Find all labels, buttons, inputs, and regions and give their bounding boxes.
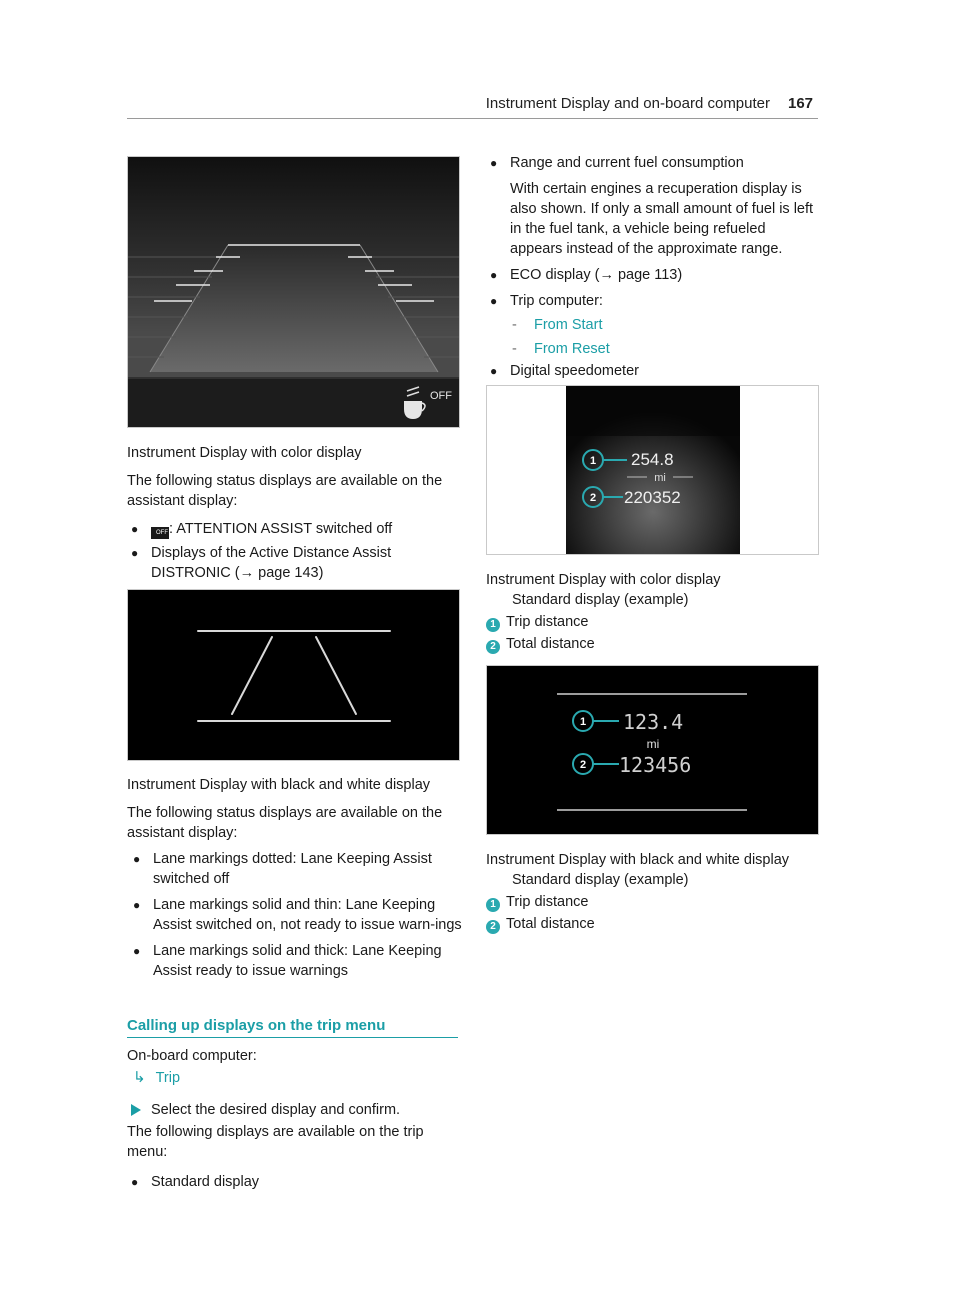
figure-caption: Instrument Display with black and white display <box>127 777 431 793</box>
bullet-icon: ● <box>133 944 141 958</box>
running-header-title: Instrument Display and on-board computer <box>485 95 770 112</box>
unit-label: mi <box>646 737 660 751</box>
list-item <box>127 849 462 889</box>
attention-assist-off-icon: OFF <box>151 527 169 539</box>
list-item <box>127 941 462 981</box>
paragraph: The following status displays are available on the assistant display: <box>127 805 443 841</box>
list-item-text: Digital speedometer <box>510 363 639 379</box>
list-item <box>127 519 462 539</box>
list-item-text: : ATTENTION ASSIST switched off <box>169 521 393 537</box>
bullet-icon: ● <box>133 898 141 912</box>
legend-text: Trip distance <box>506 894 589 910</box>
list-item <box>486 361 818 381</box>
sub-list-item-text: From Start <box>534 317 603 333</box>
legend-item <box>486 634 821 654</box>
callout-badge: 1 <box>486 618 500 632</box>
callout-badge: 2 <box>486 640 500 654</box>
list-item-text: Trip computer: <box>510 293 603 309</box>
paragraph: The following displays are available on the trip menu: <box>127 1124 424 1160</box>
total-distance-value: 220352 <box>624 488 681 507</box>
bullet-icon: ● <box>133 852 141 866</box>
bullet-icon: ● <box>131 546 139 560</box>
trip-distance-value: 254.8 <box>631 450 674 469</box>
section-heading: Calling up displays on the trip menu <box>127 1017 386 1034</box>
bullet-icon: ● <box>131 522 139 536</box>
list-item-text: Lane markings solid and thin: Lane Keeping Assist switched on, not ready to issue warn-ings <box>153 897 462 933</box>
trip-distance-value: 123.4 <box>623 710 684 734</box>
sub-list-item-text: From Reset <box>534 341 610 357</box>
list-item <box>127 543 462 583</box>
dash-marker: - <box>512 341 517 357</box>
page-number: 167 <box>788 95 814 112</box>
list-item <box>127 1172 462 1192</box>
list-item-text: ECO display (→ page 113) <box>510 267 683 283</box>
list-item <box>486 265 818 285</box>
legend-item <box>486 914 821 934</box>
sub-list-item <box>486 315 818 335</box>
figure-distronic-color <box>127 156 460 428</box>
total-distance-value: 123456 <box>619 753 692 777</box>
play-arrow-icon <box>131 1104 141 1116</box>
callout-number: 2 <box>579 759 587 771</box>
legend-text: Total distance <box>506 636 595 652</box>
left-column-block-3 <box>127 1046 462 1192</box>
instruction-step <box>127 1100 462 1120</box>
figure-subcaption: Standard display (example) <box>512 592 689 608</box>
bullet-icon: ● <box>490 364 498 378</box>
menu-path-trip: Trip <box>155 1070 181 1086</box>
header-divider <box>127 118 818 119</box>
list-item-text: Range and current fuel consumption <box>510 155 744 171</box>
callout-number: 1 <box>589 455 597 467</box>
menu-arrow-icon: ↳ <box>133 1069 146 1086</box>
callout-number: 2 <box>589 492 597 504</box>
bullet-icon: ● <box>131 1175 139 1189</box>
legend-item <box>486 892 821 912</box>
instruction-text: Select the desired display and confirm. <box>151 1102 401 1118</box>
list-item-text: Standard display <box>151 1174 260 1190</box>
section-divider <box>127 1037 458 1038</box>
sub-list-item <box>486 339 818 359</box>
bullet-icon: ● <box>490 268 498 282</box>
figure-trip-color <box>486 385 819 555</box>
list-item <box>486 291 818 311</box>
figure-subcaption: Standard display (example) <box>512 872 689 888</box>
list-item-text: Displays of the Active Distance Assist DISTRONIC (→ page 143) <box>151 545 392 581</box>
callout-number: 1 <box>579 716 587 728</box>
left-column-block-2 <box>127 775 462 981</box>
legend-text: Trip distance <box>506 614 589 630</box>
figure-lane-bw <box>127 589 460 761</box>
right-column-list <box>486 153 818 381</box>
unit-label: mi <box>654 472 666 484</box>
list-item <box>486 153 818 173</box>
bullet-icon: ● <box>490 156 498 170</box>
caption-block-color <box>486 570 821 654</box>
legend-item <box>486 612 821 632</box>
callout-badge: 1 <box>486 898 500 912</box>
caption-block-bw <box>486 850 821 934</box>
left-column-block-1 <box>127 443 462 583</box>
off-label: OFF <box>430 390 452 402</box>
legend-text: Total distance <box>506 916 595 932</box>
paragraph: On-board computer: <box>127 1048 257 1064</box>
dash-marker: - <box>512 317 517 333</box>
paragraph: The following status displays are available on the assistant display: <box>127 473 443 509</box>
figure-caption: Instrument Display with black and white display <box>486 852 790 868</box>
list-item-detail: With certain engines a recuperation display is also shown. If only a small amount of fuel is left in the fuel tank, a vehicle being refueled appears instead of the approximate range. <box>510 181 814 257</box>
list-item <box>127 895 462 935</box>
bullet-icon: ● <box>490 294 498 308</box>
figure-caption: Instrument Display with color display <box>127 445 362 461</box>
menu-path <box>127 1068 462 1088</box>
callout-badge: 2 <box>486 920 500 934</box>
figure-caption: Instrument Display with color display <box>486 572 721 588</box>
list-item-text: Lane markings solid and thick: Lane Keeping Assist ready to issue warnings <box>153 943 442 979</box>
figure-trip-bw <box>486 665 819 835</box>
list-item-text: Lane markings dotted: Lane Keeping Assist switched off <box>153 851 432 887</box>
